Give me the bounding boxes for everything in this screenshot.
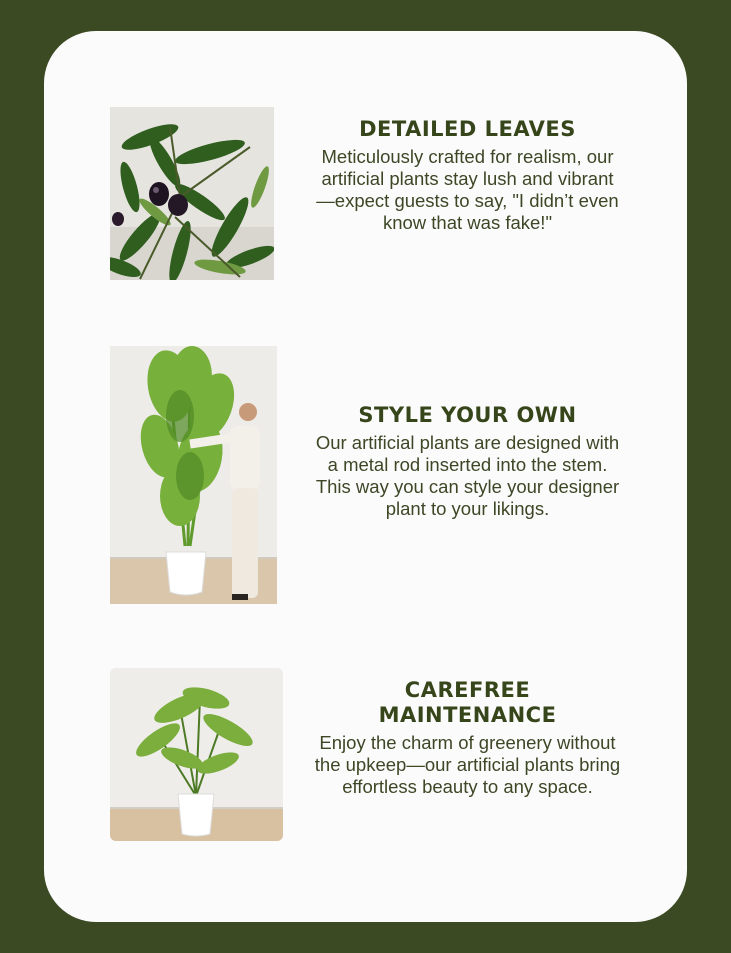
potted-palm-image <box>110 668 283 841</box>
man-styling-palm-image <box>110 346 277 604</box>
feature-description: Enjoy the charm of greenery without the upkeep—our artificial plants bring effortless beauty to any space. <box>314 732 621 797</box>
feature-text-block <box>314 403 621 520</box>
feature-title: CAREFREE MAINTENANCE <box>378 678 557 727</box>
feature-text-block <box>314 678 621 798</box>
feature-description: Our artificial plants are designed with a metal rod inserted into the stem. This way you can style your designer plant to your likings. <box>315 432 620 519</box>
feature-text-block <box>314 117 621 234</box>
feature-title: DETAILED LEAVES <box>359 117 576 141</box>
olive-leaves-image <box>110 107 274 280</box>
features-card <box>44 31 687 922</box>
feature-description: Meticulously crafted for realism, our artificial plants stay lush and vibrant—expect guests to say, "I didn’t even know that was fake!" <box>316 146 619 233</box>
feature-title: STYLE YOUR OWN <box>358 403 577 427</box>
